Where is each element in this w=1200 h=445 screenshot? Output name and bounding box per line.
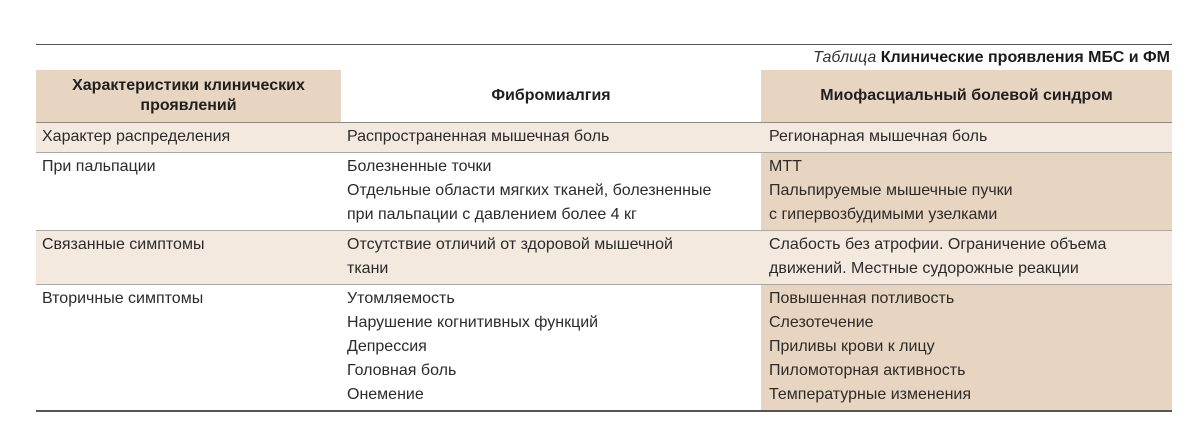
table-row [36, 285, 1172, 412]
mbs-line: Приливы крови к лицу [769, 338, 935, 355]
mbs-line: Регионарная мышечная боль [769, 128, 988, 145]
table-caption [813, 48, 1170, 68]
fm-cell [341, 231, 761, 285]
header-characteristics: Характеристики клинических проявлений [36, 70, 341, 123]
mbs-line: Температурные изменения [769, 386, 972, 403]
mbs-line: Пиломоторная активность [769, 362, 966, 379]
mbs-line: с гипервозбудимыми узелками [769, 206, 998, 223]
mbs-cell [761, 123, 1172, 153]
mbs-line: Слезотечение [769, 314, 874, 331]
fm-line: Нарушение когнитивных функций [347, 314, 599, 331]
header-myofascial: Миофасциальный болевой синдром [761, 70, 1172, 123]
mbs-cell [761, 285, 1172, 412]
mbs-line: Пальпируемые мышечные пучки [769, 182, 1013, 199]
fm-line: Болезненные точки [347, 158, 492, 175]
top-rule [36, 44, 1172, 45]
row-feature: Связанные симптомы [36, 231, 341, 285]
fm-line: Отсутствие отличий от здоровой мышечной [347, 236, 673, 253]
caption-title: Клинические проявления МБС и ФМ [880, 49, 1170, 66]
fm-line: при пальпации с давлением более 4 кг [347, 206, 637, 223]
fm-line: Онемение [347, 386, 424, 403]
row-feature: При пальпации [36, 153, 341, 231]
fm-line: Головная боль [347, 362, 457, 379]
row-feature: Характер распределения [36, 123, 341, 153]
fm-line: Отдельные области мягких тканей, болезненные [347, 182, 712, 199]
table-header-row [36, 70, 1172, 123]
mbs-line: движений. Местные судорожные реакции [769, 260, 1079, 277]
fm-cell [341, 285, 761, 412]
row-feature: Вторичные симптомы [36, 285, 341, 412]
fm-line: ткани [347, 260, 389, 277]
fm-line: Утомляемость [347, 290, 455, 307]
mbs-line: Повышенная потливость [769, 290, 955, 307]
table-row [36, 153, 1172, 231]
fm-cell [341, 153, 761, 231]
header-fibromyalgia: Фибромиалгия [341, 70, 761, 123]
table-row [36, 231, 1172, 285]
mbs-line: МТТ [769, 158, 802, 175]
mbs-line: Слабость без атрофии. Ограничение объема [769, 236, 1107, 253]
mbs-cell [761, 231, 1172, 285]
table-row [36, 123, 1172, 153]
fm-line: Депрессия [347, 338, 427, 355]
clinical-manifestations-table [36, 70, 1172, 412]
mbs-cell [761, 153, 1172, 231]
fm-line: Распространенная мышечная боль [347, 128, 610, 145]
fm-cell [341, 123, 761, 153]
caption-label: Таблица [813, 49, 877, 66]
